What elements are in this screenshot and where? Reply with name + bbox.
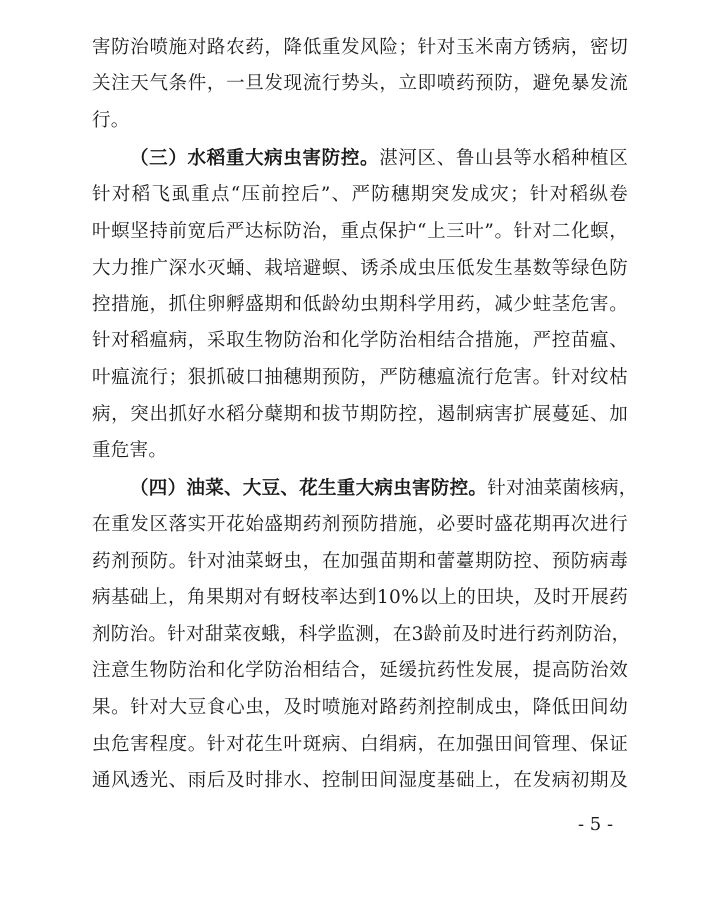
paragraph-line: 叶螟坚持前宽后严达标防治，重点保护“上三叶”。针对二化螟， bbox=[92, 221, 628, 242]
section-heading: （四）油菜、大豆、花生重大病虫害防控。 bbox=[130, 478, 488, 499]
paragraph-line: 针对稻飞虱重点“压前控后”、严防穗期突发成灾；针对稻纵卷 bbox=[92, 184, 628, 205]
paragraph-line: 注意生物防治和化学防治相结合，延缓抗药性发展，提高防治效 bbox=[92, 660, 628, 681]
paragraph-line: 病，突出抓好水稻分蘖期和拔节期防控，遏制病害扩展蔓延、加 bbox=[92, 404, 628, 425]
paragraph-first-line bbox=[130, 141, 628, 177]
paragraph-line: 叶瘟流行；狠抓破口抽穗期预防，严防穗瘟流行危害。针对纹枯 bbox=[92, 367, 628, 388]
paragraph-line: 剂防治。针对甜菜夜蛾，科学监测，在3龄前及时进行药剂防治， bbox=[92, 624, 631, 645]
paragraph-line: 药剂预防。针对油菜蚜虫，在加强苗期和蕾薹期防控、预防病毒 bbox=[92, 551, 628, 572]
section-heading: （三）水稻重大病虫害防控。 bbox=[130, 148, 380, 169]
page-number: - 5 - bbox=[578, 814, 614, 835]
paragraph-line: 病基础上，角果期对有蚜枝率达到10%以上的田块，及时开展药 bbox=[92, 587, 628, 608]
paragraph-text: 湛河区、鲁山县等水稻种植区 bbox=[379, 148, 628, 169]
paragraph-line: 重危害。 bbox=[92, 440, 168, 461]
paragraph-first-line bbox=[130, 471, 638, 507]
paragraph-text: 针对油菜菌核病， bbox=[487, 478, 638, 499]
paragraph-line: 虫危害程度。针对花生叶斑病、白绢病，在加强田间管理、保证 bbox=[92, 734, 628, 755]
paragraph-line bbox=[92, 800, 628, 836]
paragraph-line: 大力推广深水灭蛹、栽培避螟、诱杀成虫压低发生基数等绿色防 bbox=[92, 258, 628, 279]
paragraph-line: 通风透光、雨后及时排水、控制田间湿度基础上，在发病初期及 bbox=[92, 770, 628, 791]
paragraph-line: 控措施，抓住卵孵盛期和低龄幼虫期科学用药，减少蛀茎危害。 bbox=[92, 294, 628, 315]
paragraph-line: 在重发区落实开花始盛期药剂预防措施，必要时盛花期再次进行 bbox=[92, 514, 628, 535]
paragraph-line: 害防治喷施对路农药，降低重发风险；针对玉米南方锈病，密切 bbox=[92, 37, 628, 58]
paragraph-line: 针对稻瘟病，采取生物防治和化学防治相结合措施，严控苗瘟、 bbox=[92, 330, 628, 351]
paragraph-line: 行。 bbox=[92, 110, 130, 131]
paragraph-line: 关注天气条件，一旦发现流行势头，立即喷药预防，避免暴发流 bbox=[92, 73, 628, 94]
paragraph-line: 果。针对大豆食心虫，及时喷施对路药剂控制成虫，降低田间幼 bbox=[92, 697, 628, 718]
